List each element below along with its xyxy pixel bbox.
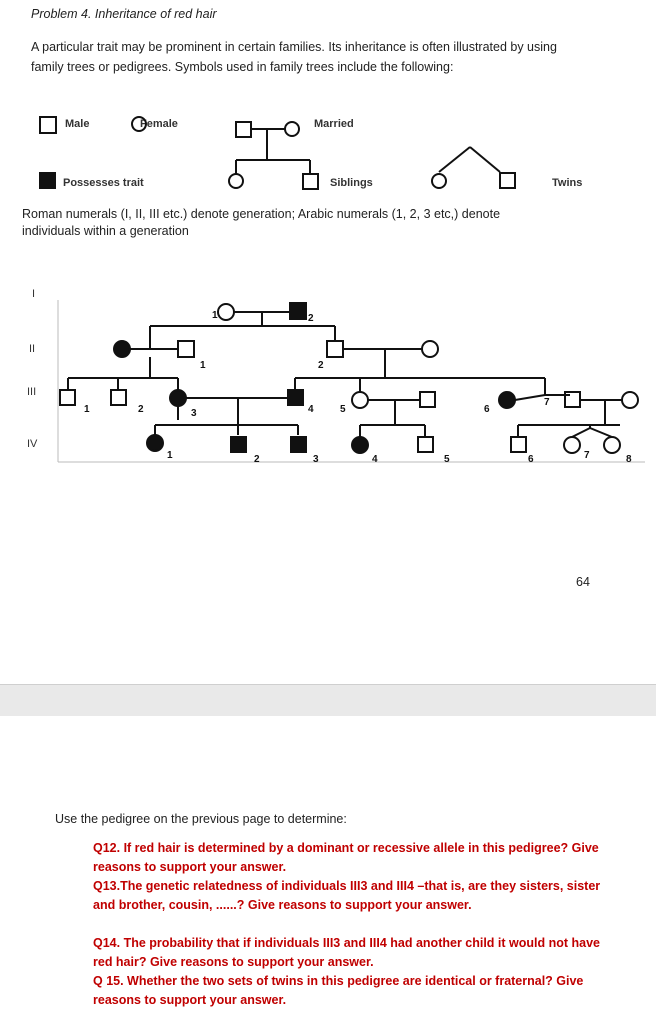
gen4-individual-7 <box>564 437 580 453</box>
legend-twin-male <box>500 173 515 188</box>
gen3-spouse-7 <box>622 392 638 408</box>
num-g3-3: 3 <box>191 408 197 419</box>
num-g2-2: 2 <box>318 360 324 371</box>
gen4-individual-2 <box>231 437 246 452</box>
question-12: Q12. If red hair is determined by a dominant or recessive allele in this pedigree? Give reasons to support your answer. <box>93 841 599 874</box>
gen4-individual-5 <box>418 437 433 452</box>
num-g4-8: 8 <box>626 454 632 465</box>
gen3-individual-6 <box>499 392 515 408</box>
question-14: Q14. The probability that if individuals III3 and III4 had another child it would not have red hair? Give reasons to support your answer. <box>93 936 601 969</box>
page-2 <box>0 716 656 1024</box>
legend-twins-label: Twins <box>552 177 583 189</box>
gen3-individual-1 <box>60 390 75 405</box>
legend-married-male <box>236 122 251 137</box>
problem-title: Problem 4. Inheritance of red hair <box>31 7 217 21</box>
num-g3-2: 2 <box>138 404 144 415</box>
num-g3-7: 7 <box>544 397 550 408</box>
num-g4-1: 1 <box>167 450 173 461</box>
gen3-spouse-5 <box>420 392 435 407</box>
gen3-individual-5 <box>352 392 368 408</box>
num-g4-3: 3 <box>313 454 319 465</box>
legend-male-label: Male <box>65 118 90 130</box>
num-g4-7: 7 <box>584 450 590 461</box>
gen4-individual-6 <box>511 437 526 452</box>
num-g4-5: 5 <box>444 454 450 465</box>
gen4-individual-8 <box>604 437 620 453</box>
gen1-individual-2 <box>290 303 306 319</box>
num-g3-6: 6 <box>484 404 490 415</box>
legend-female-label: Female <box>140 118 178 130</box>
gen4-individual-1 <box>147 435 163 451</box>
gen2-individual-2 <box>327 341 343 357</box>
gen3-individual-2 <box>111 390 126 405</box>
legend-sibling-male <box>303 174 318 189</box>
gen-label-1: I <box>32 288 36 300</box>
legend-trait-symbol <box>40 173 55 188</box>
gen-label-3: III <box>27 386 37 398</box>
num-g1-1: 1 <box>212 310 218 321</box>
gen3-individual-4 <box>288 390 303 405</box>
legend-male-symbol <box>40 117 56 133</box>
gen2-individual-1 <box>178 341 194 357</box>
gen4-individual-4 <box>352 437 368 453</box>
legend-married-label: Married <box>314 118 354 130</box>
gen-label-4: IV <box>27 438 38 450</box>
num-g1-2: 2 <box>308 313 314 324</box>
questions-intro: Use the pedigree on the previous page to determine: <box>55 812 347 826</box>
page-separator <box>0 684 656 717</box>
legend-female-symbol <box>132 117 146 131</box>
legend-sibling-female <box>229 174 243 188</box>
num-g3-4: 4 <box>308 404 314 415</box>
num-g3-5: 5 <box>340 404 346 415</box>
num-g4-6: 6 <box>528 454 534 465</box>
page-number: 64 <box>576 575 590 589</box>
legend-twin-female <box>432 174 446 188</box>
question-15: Q 15. Whether the two sets of twins in this pedigree are identical or fraternal? Give reasons to support your answer. <box>93 974 584 1007</box>
num-g4-2: 2 <box>254 454 260 465</box>
legend-trait-label: Possesses trait <box>63 177 144 189</box>
num-g4-4: 4 <box>372 454 378 465</box>
num-g2-1: 1 <box>200 360 206 371</box>
gen1-individual-1 <box>218 304 234 320</box>
notation-note: Roman numerals (I, II, III etc.) denote generation; Arabic numerals (1, 2, 3 etc,) denote individuals within a generation <box>22 207 501 238</box>
num-g3-1: 1 <box>84 404 90 415</box>
legend-siblings-label: Siblings <box>330 177 373 189</box>
intro-paragraph: A particular trait may be prominent in certain families. Its inheritance is often illustrated by using family trees or pedigrees. Symbols used in family trees include the following: <box>31 40 557 74</box>
legend-married-female <box>285 122 299 136</box>
question-13: Q13.The genetic relatedness of individuals III3 and III4 –that is, are they sisters, sister and brother, cousin, ......? Give reasons to support your answer. <box>93 879 601 912</box>
gen2-spouse-right <box>422 341 438 357</box>
gen4-individual-3 <box>291 437 306 452</box>
gen2-spouse-left <box>114 341 130 357</box>
gen-label-2: II <box>29 343 36 355</box>
